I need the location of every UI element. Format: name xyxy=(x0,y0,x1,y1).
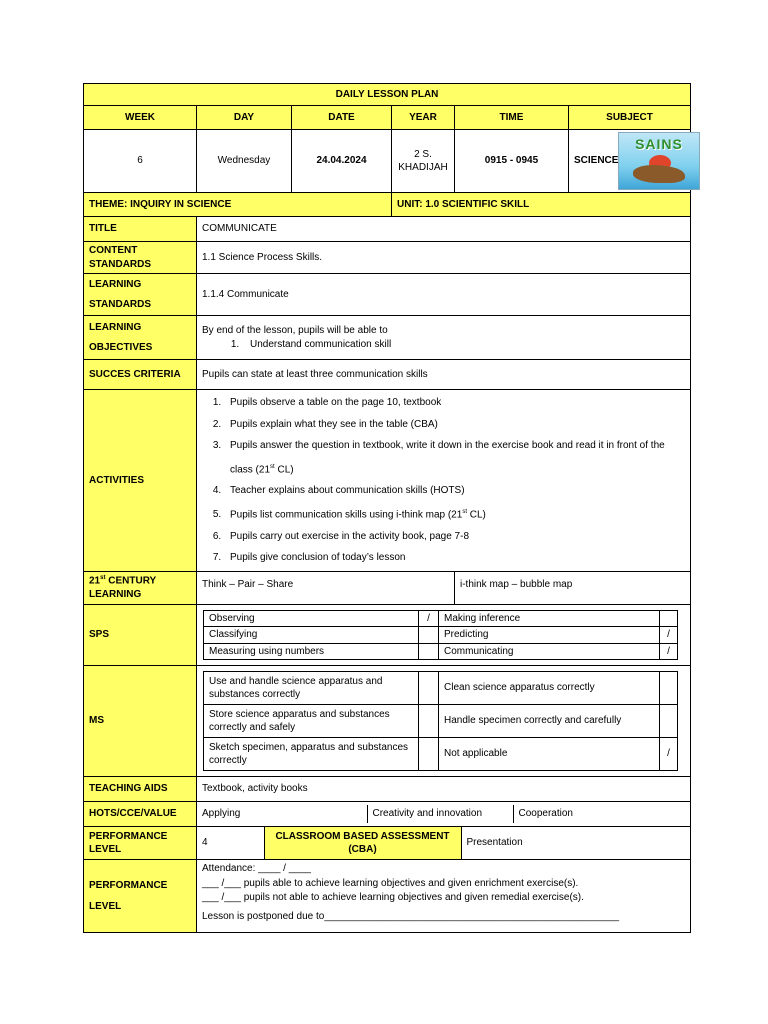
reflection-value xyxy=(197,860,691,933)
logo-island-shape xyxy=(633,165,685,183)
activities-list xyxy=(202,392,685,569)
century-right-value: i-think map – bubble map xyxy=(455,571,691,604)
activity-item xyxy=(224,435,685,480)
lesson-plan-table xyxy=(83,83,691,933)
time-header: TIME xyxy=(455,106,569,130)
ms-row-1 xyxy=(204,672,678,705)
ms-skill: Not applicable xyxy=(439,738,660,771)
teaching-aids-row xyxy=(84,777,691,802)
ms-row xyxy=(84,666,691,777)
title-label: TITLE xyxy=(84,217,197,242)
learning-standards-value: 1.1.4 Communicate xyxy=(197,274,691,316)
activity-sup: st xyxy=(270,463,275,470)
content-standards-value: 1.1 Science Process Skills. xyxy=(197,242,691,274)
reflection-label xyxy=(84,860,197,933)
hots-label: HOTS/CCE/VALUE xyxy=(84,802,197,827)
value-value: Cooperation xyxy=(518,808,573,820)
info-row xyxy=(84,130,691,193)
performance-level-label: PERFORMANCE LEVEL xyxy=(84,827,197,860)
date-value: 24.04.2024 xyxy=(292,130,392,193)
ms-value xyxy=(197,666,691,777)
sps-row-3 xyxy=(204,643,678,660)
learning-objectives-row xyxy=(84,316,691,360)
year-value-line1: 2 S. xyxy=(414,148,432,160)
sps-mark: / xyxy=(660,627,678,644)
ms-mark xyxy=(660,672,678,705)
learning-standards-label-line1: LEARNING xyxy=(89,279,142,290)
ms-skill: Clean science apparatus correctly xyxy=(439,672,660,705)
ms-skill: Store science apparatus and substances correctly and safely xyxy=(204,705,419,738)
day-header: DAY xyxy=(197,106,292,130)
learning-objectives-value xyxy=(197,316,691,360)
sains-logo-image xyxy=(618,132,700,190)
learning-objectives-label xyxy=(84,316,197,360)
learning-standards-label-line2: STANDARDS xyxy=(89,298,152,310)
ms-row-3 xyxy=(204,738,678,771)
success-criteria-value: Pupils can state at least three communication skills xyxy=(197,360,691,390)
ms-mark xyxy=(660,705,678,738)
unit-label: UNIT: 1.0 SCIENTIFIC SKILL xyxy=(392,193,691,217)
century-row xyxy=(84,571,691,604)
century-label xyxy=(84,571,197,604)
week-header: WEEK xyxy=(84,106,197,130)
ms-mark xyxy=(419,672,439,705)
enrichment-line: ___ /___ pupils able to achieve learning objectives and given enrichment exercise(s). xyxy=(202,877,579,889)
sps-table xyxy=(203,610,678,661)
learning-objectives-label-line2: OBJECTIVES xyxy=(89,341,153,353)
sps-skill: Communicating xyxy=(439,643,660,660)
cba-label: CLASSROOM BASED ASSESSMENT (CBA) xyxy=(264,827,461,859)
subject-header: SUBJECT xyxy=(569,106,691,130)
subject-cell xyxy=(569,130,691,193)
reflection-row xyxy=(84,860,691,933)
activity-item: 1. Pupils observe a table on the page 10, textbook xyxy=(224,392,685,414)
learning-standards-row xyxy=(84,274,691,316)
header-row xyxy=(84,106,691,130)
ms-mark xyxy=(419,705,439,738)
activity-item: 7. Pupils give conclusion of today’s lesson xyxy=(224,547,685,569)
ms-skill: Use and handle science apparatus and substances correctly xyxy=(204,672,419,705)
subject-value: SCIENCE xyxy=(574,155,619,167)
sps-row-1 xyxy=(204,610,678,627)
sps-mark xyxy=(419,643,439,660)
teaching-aids-label: TEACHING AIDS xyxy=(84,777,197,802)
sps-mark: / xyxy=(660,643,678,660)
activity-item xyxy=(224,502,685,526)
time-value: 0915 - 0945 xyxy=(455,130,569,193)
century-label-line2: LEARNING xyxy=(89,588,142,600)
attendance-line: Attendance: ____ / ____ xyxy=(202,863,311,875)
title-row xyxy=(84,217,691,242)
performance-level-values xyxy=(197,827,691,860)
day-value: Wednesday xyxy=(197,130,292,193)
lesson-plan-title: DAILY LESSON PLAN xyxy=(84,84,691,106)
sps-label: SPS xyxy=(84,604,197,666)
activities-label: ACTIVITIES xyxy=(84,390,197,572)
activity-item: 4. Teacher explains about communication skills (HOTS) xyxy=(224,480,685,502)
year-value xyxy=(392,130,455,193)
activity-text: Pupils list communication skills using i-think map (21 xyxy=(230,509,463,521)
week-value: 6 xyxy=(84,130,197,193)
ms-mark: / xyxy=(660,738,678,771)
ms-label: MS xyxy=(84,666,197,777)
lesson-plan-sheet xyxy=(83,83,690,933)
ms-skill: Sketch specimen, apparatus and substances correctly xyxy=(204,738,419,771)
learning-objectives-label-line1: LEARNING xyxy=(89,322,142,333)
century-left-value: Think – Pair – Share xyxy=(197,571,455,604)
reflection-label-line2: LEVEL xyxy=(89,901,122,913)
learning-standards-label xyxy=(84,274,197,316)
ms-table xyxy=(203,671,678,771)
objectives-list xyxy=(202,338,685,352)
activity-item: 2. Pupils explain what they see in the table (CBA) xyxy=(224,414,685,436)
year-header: YEAR xyxy=(392,106,455,130)
sps-skill: Predicting xyxy=(439,627,660,644)
content-standards-row xyxy=(84,242,691,274)
reflection-label-line1: PERFORMANCE xyxy=(89,879,168,891)
sps-row-2 xyxy=(204,627,678,644)
ms-skill: Handle specimen correctly and carefully xyxy=(439,705,660,738)
content-standards-label: CONTENT STANDARDS xyxy=(84,242,197,274)
activities-row xyxy=(84,390,691,572)
success-criteria-row xyxy=(84,360,691,390)
performance-level-row xyxy=(84,827,691,860)
sps-mark xyxy=(660,610,678,627)
activity-text: Pupils answer the question in textbook, write it down in the exercise book and read it in front of the class (21 xyxy=(230,440,665,475)
hots-value: Applying xyxy=(197,805,367,823)
date-header: DATE xyxy=(292,106,392,130)
activity-sup: st xyxy=(462,508,467,515)
cba-value: Presentation xyxy=(466,837,523,849)
sps-value xyxy=(197,604,691,666)
cce-value: Creativity and innovation xyxy=(367,805,513,823)
theme-label: THEME: INQUIRY IN SCIENCE xyxy=(84,193,392,217)
sps-row xyxy=(84,604,691,666)
hots-row xyxy=(84,802,691,827)
theme-row xyxy=(84,193,691,217)
objective-item: 1. Understand communication skill xyxy=(242,338,685,352)
performance-level-value: 4 xyxy=(197,827,264,859)
postponed-line: Lesson is postponed due to_____________________________________________________ xyxy=(202,910,620,922)
activities-value xyxy=(197,390,691,572)
sps-skill: Classifying xyxy=(204,627,419,644)
activity-text: CL) xyxy=(274,463,294,475)
year-value-line2: KHADIJAH xyxy=(398,162,448,173)
activity-text: CL) xyxy=(466,509,486,521)
activity-item: 6. Pupils carry out exercise in the activity book, page 7-8 xyxy=(224,526,685,548)
remedial-line: ___ /___ pupils not able to achieve learning objectives and given remedial exercise(s). xyxy=(202,892,584,904)
sains-logo-word: SAINS xyxy=(635,136,683,152)
ms-mark xyxy=(419,738,439,771)
century-label-line1: 21st CENTURY xyxy=(89,574,157,587)
ms-row-2 xyxy=(204,705,678,738)
sps-mark: / xyxy=(419,610,439,627)
success-criteria-label: SUCCES CRITERIA xyxy=(84,360,197,390)
title-value: COMMUNICATE xyxy=(197,217,691,242)
sps-skill: Measuring using numbers xyxy=(204,643,419,660)
sps-skill: Observing xyxy=(204,610,419,627)
teaching-aids-value: Textbook, activity books xyxy=(197,777,691,802)
sps-skill: Making inference xyxy=(439,610,660,627)
sps-mark xyxy=(419,627,439,644)
hots-values xyxy=(197,802,691,827)
objectives-intro: By end of the lesson, pupils will be able to xyxy=(202,325,388,336)
